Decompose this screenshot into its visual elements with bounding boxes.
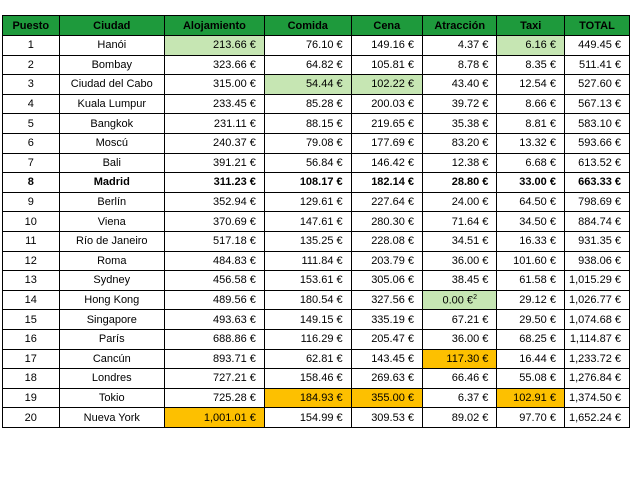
- table-cell: 269.63 €: [351, 369, 422, 389]
- table-cell: 233.45 €: [164, 94, 264, 114]
- table-cell: 1,074.68 €: [564, 310, 629, 330]
- table-cell: 15: [3, 310, 60, 330]
- table-cell: 6.68 €: [497, 153, 565, 173]
- table-cell: Kuala Lumpur: [59, 94, 164, 114]
- table-cell: 184.93 €: [264, 388, 351, 408]
- table-cell: Moscú: [59, 133, 164, 153]
- table-cell: 725.28 €: [164, 388, 264, 408]
- table-cell: 231.11 €: [164, 114, 264, 134]
- table-cell: 19: [3, 388, 60, 408]
- header-cell: Taxi: [497, 16, 565, 36]
- table-cell: 29.12 €: [497, 290, 565, 310]
- table-cell: 97.70 €: [497, 408, 565, 428]
- table-cell: 117.30 €: [423, 349, 497, 369]
- table-cell: 1,276.84 €: [564, 369, 629, 389]
- table-cell: 102.91 €: [497, 388, 565, 408]
- table-cell: 105.81 €: [351, 55, 422, 75]
- table-cell: 352.94 €: [164, 192, 264, 212]
- table-cell: Roma: [59, 251, 164, 271]
- table-cell: 931.35 €: [564, 231, 629, 251]
- header-cell: Alojamiento: [164, 16, 264, 36]
- table-cell: 67.21 €: [423, 310, 497, 330]
- table-cell: 449.45 €: [564, 36, 629, 56]
- table-cell: Sydney: [59, 271, 164, 291]
- table-cell: 567.13 €: [564, 94, 629, 114]
- table-cell: 8: [3, 173, 60, 193]
- table-cell: 2: [3, 55, 60, 75]
- table-cell: 1,374.50 €: [564, 388, 629, 408]
- table-cell: 149.15 €: [264, 310, 351, 330]
- table-cell: 280.30 €: [351, 212, 422, 232]
- table-cell: 240.37 €: [164, 133, 264, 153]
- table-cell: 29.50 €: [497, 310, 565, 330]
- table-cell: 54.44 €: [264, 75, 351, 95]
- table-cell: 36.00 €: [423, 329, 497, 349]
- table-cell: 16.33 €: [497, 231, 565, 251]
- table-cell: 493.63 €: [164, 310, 264, 330]
- header-row: [3, 16, 630, 36]
- header-cell: Atracción: [423, 16, 497, 36]
- footnote-marker: 2: [473, 293, 477, 301]
- table-cell: 71.64 €: [423, 212, 497, 232]
- table-cell: Hanói: [59, 36, 164, 56]
- table-cell: 311.23 €: [164, 173, 264, 193]
- table-cell: 143.45 €: [351, 349, 422, 369]
- table-cell: 688.86 €: [164, 329, 264, 349]
- table-row: [3, 153, 630, 173]
- table-cell: 200.03 €: [351, 94, 422, 114]
- table-cell: 36.00 €: [423, 251, 497, 271]
- table-cell: París: [59, 329, 164, 349]
- table-cell: 13.32 €: [497, 133, 565, 153]
- table-row: [3, 192, 630, 212]
- table-cell: 154.99 €: [264, 408, 351, 428]
- table-cell: 102.22 €: [351, 75, 422, 95]
- table-row: [3, 388, 630, 408]
- table-row: [3, 231, 630, 251]
- table-cell: 456.58 €: [164, 271, 264, 291]
- table-cell: 146.42 €: [351, 153, 422, 173]
- table-cell: 108.17 €: [264, 173, 351, 193]
- table-cell: 66.46 €: [423, 369, 497, 389]
- table-cell: 153.61 €: [264, 271, 351, 291]
- table-cell: 13: [3, 271, 60, 291]
- table-cell: Tokio: [59, 388, 164, 408]
- table-cell: 43.40 €: [423, 75, 497, 95]
- table-cell: 370.69 €: [164, 212, 264, 232]
- table-cell: 12: [3, 251, 60, 271]
- table-cell: Berlín: [59, 192, 164, 212]
- table-cell: 4: [3, 94, 60, 114]
- table-cell: 323.66 €: [164, 55, 264, 75]
- table-cell: 8.81 €: [497, 114, 565, 134]
- table-cell: Hong Kong: [59, 290, 164, 310]
- table-cell: 1,652.24 €: [564, 408, 629, 428]
- table-cell: 327.56 €: [351, 290, 422, 310]
- table-cell: 938.06 €: [564, 251, 629, 271]
- table-cell: 219.65 €: [351, 114, 422, 134]
- table-cell: 76.10 €: [264, 36, 351, 56]
- table-cell: 111.84 €: [264, 251, 351, 271]
- table-cell: 28.80 €: [423, 173, 497, 193]
- table-cell: 228.08 €: [351, 231, 422, 251]
- table-cell: 517.18 €: [164, 231, 264, 251]
- header-cell: Puesto: [3, 16, 60, 36]
- table-cell: 309.53 €: [351, 408, 422, 428]
- header-cell: Ciudad: [59, 16, 164, 36]
- table-cell: 149.16 €: [351, 36, 422, 56]
- table-cell: 1,015.29 €: [564, 271, 629, 291]
- table-cell: Bangkok: [59, 114, 164, 134]
- table-cell: 205.47 €: [351, 329, 422, 349]
- table-cell: 6.16 €: [497, 36, 565, 56]
- table-cell: Londres: [59, 369, 164, 389]
- table-row: [3, 36, 630, 56]
- table-cell: 12.54 €: [497, 75, 565, 95]
- table-cell: 83.20 €: [423, 133, 497, 153]
- table-cell: 798.69 €: [564, 192, 629, 212]
- table-cell: Singapore: [59, 310, 164, 330]
- table-cell: 391.21 €: [164, 153, 264, 173]
- table-cell: Bombay: [59, 55, 164, 75]
- table-cell: 593.66 €: [564, 133, 629, 153]
- table-cell: 484.83 €: [164, 251, 264, 271]
- table-row: [3, 349, 630, 369]
- table-row: [3, 271, 630, 291]
- table-cell: 101.60 €: [497, 251, 565, 271]
- table-cell: 61.58 €: [497, 271, 565, 291]
- table-row: [3, 251, 630, 271]
- table-row: [3, 75, 630, 95]
- table-cell: 20: [3, 408, 60, 428]
- table-cell: Bali: [59, 153, 164, 173]
- table-cell: 663.33 €: [564, 173, 629, 193]
- table-cell: 884.74 €: [564, 212, 629, 232]
- table-cell: 34.50 €: [497, 212, 565, 232]
- table-cell: 213.66 €: [164, 36, 264, 56]
- table-cell: 227.64 €: [351, 192, 422, 212]
- table-cell: 147.61 €: [264, 212, 351, 232]
- table-cell: 7: [3, 153, 60, 173]
- table-cell: 17: [3, 349, 60, 369]
- table-cell: 893.71 €: [164, 349, 264, 369]
- table-cell: 55.08 €: [497, 369, 565, 389]
- table-cell: 116.29 €: [264, 329, 351, 349]
- table-cell: 203.79 €: [351, 251, 422, 271]
- table-cell: 8.66 €: [497, 94, 565, 114]
- table-cell: 1: [3, 36, 60, 56]
- table-row: [3, 329, 630, 349]
- table-cell: 355.00 €: [351, 388, 422, 408]
- table-cell: 4.37 €: [423, 36, 497, 56]
- table-cell: 1,233.72 €: [564, 349, 629, 369]
- table-cell: 727.21 €: [164, 369, 264, 389]
- table-row: [3, 94, 630, 114]
- table-cell: 64.82 €: [264, 55, 351, 75]
- table-cell: 79.08 €: [264, 133, 351, 153]
- table-row: [3, 290, 630, 310]
- table-cell: 527.60 €: [564, 75, 629, 95]
- table-cell: Madrid: [59, 173, 164, 193]
- cost-comparison-table: [2, 15, 630, 428]
- table-cell: Viena: [59, 212, 164, 232]
- table-cell: 135.25 €: [264, 231, 351, 251]
- table-cell: 6: [3, 133, 60, 153]
- table-cell: Ciudad del Cabo: [59, 75, 164, 95]
- table-cell: 583.10 €: [564, 114, 629, 134]
- table-cell: 18: [3, 369, 60, 389]
- table-cell: 33.00 €: [497, 173, 565, 193]
- table-cell: 56.84 €: [264, 153, 351, 173]
- table-cell: 129.61 €: [264, 192, 351, 212]
- table-row: [3, 114, 630, 134]
- table-cell: 11: [3, 231, 60, 251]
- table-cell: 24.00 €: [423, 192, 497, 212]
- table-cell: [423, 290, 497, 310]
- table-cell: Nueva York: [59, 408, 164, 428]
- table-cell: 64.50 €: [497, 192, 565, 212]
- table-row: [3, 173, 630, 193]
- table-cell: 180.54 €: [264, 290, 351, 310]
- table-cell: 38.45 €: [423, 271, 497, 291]
- table-cell: 305.06 €: [351, 271, 422, 291]
- table-cell: 85.28 €: [264, 94, 351, 114]
- table-cell: 16: [3, 329, 60, 349]
- table-cell: 315.00 €: [164, 75, 264, 95]
- table-body: [3, 36, 630, 428]
- table-row: [3, 369, 630, 389]
- header-cell: TOTAL: [564, 16, 629, 36]
- table-cell: Cancún: [59, 349, 164, 369]
- header-cell: Comida: [264, 16, 351, 36]
- table-cell: 68.25 €: [497, 329, 565, 349]
- table-cell: 34.51 €: [423, 231, 497, 251]
- table-cell: 16.44 €: [497, 349, 565, 369]
- table-row: [3, 55, 630, 75]
- table-cell: 5: [3, 114, 60, 134]
- table-row: [3, 133, 630, 153]
- table-cell: 3: [3, 75, 60, 95]
- table-cell: 14: [3, 290, 60, 310]
- table-cell: 1,001.01 €: [164, 408, 264, 428]
- table-cell: 182.14 €: [351, 173, 422, 193]
- table-cell: 39.72 €: [423, 94, 497, 114]
- table-cell: 9: [3, 192, 60, 212]
- table-cell: 335.19 €: [351, 310, 422, 330]
- table-cell: 613.52 €: [564, 153, 629, 173]
- table-cell: 88.15 €: [264, 114, 351, 134]
- table-cell: 158.46 €: [264, 369, 351, 389]
- table-cell: 1,114.87 €: [564, 329, 629, 349]
- table-cell: 6.37 €: [423, 388, 497, 408]
- table-row: [3, 212, 630, 232]
- table-cell: 89.02 €: [423, 408, 497, 428]
- table-cell: 177.69 €: [351, 133, 422, 153]
- table-cell: Río de Janeiro: [59, 231, 164, 251]
- table-cell: 8.78 €: [423, 55, 497, 75]
- table-row: [3, 408, 630, 428]
- table-cell: 511.41 €: [564, 55, 629, 75]
- header-cell: Cena: [351, 16, 422, 36]
- cell-value: 0.00 €: [442, 294, 474, 307]
- table-cell: 8.35 €: [497, 55, 565, 75]
- table-row: [3, 310, 630, 330]
- table-cell: 1,026.77 €: [564, 290, 629, 310]
- table-cell: 12.38 €: [423, 153, 497, 173]
- table-cell: 35.38 €: [423, 114, 497, 134]
- table-cell: 10: [3, 212, 60, 232]
- cost-table-wrapper: [2, 15, 630, 428]
- table-cell: 62.81 €: [264, 349, 351, 369]
- table-cell: 489.56 €: [164, 290, 264, 310]
